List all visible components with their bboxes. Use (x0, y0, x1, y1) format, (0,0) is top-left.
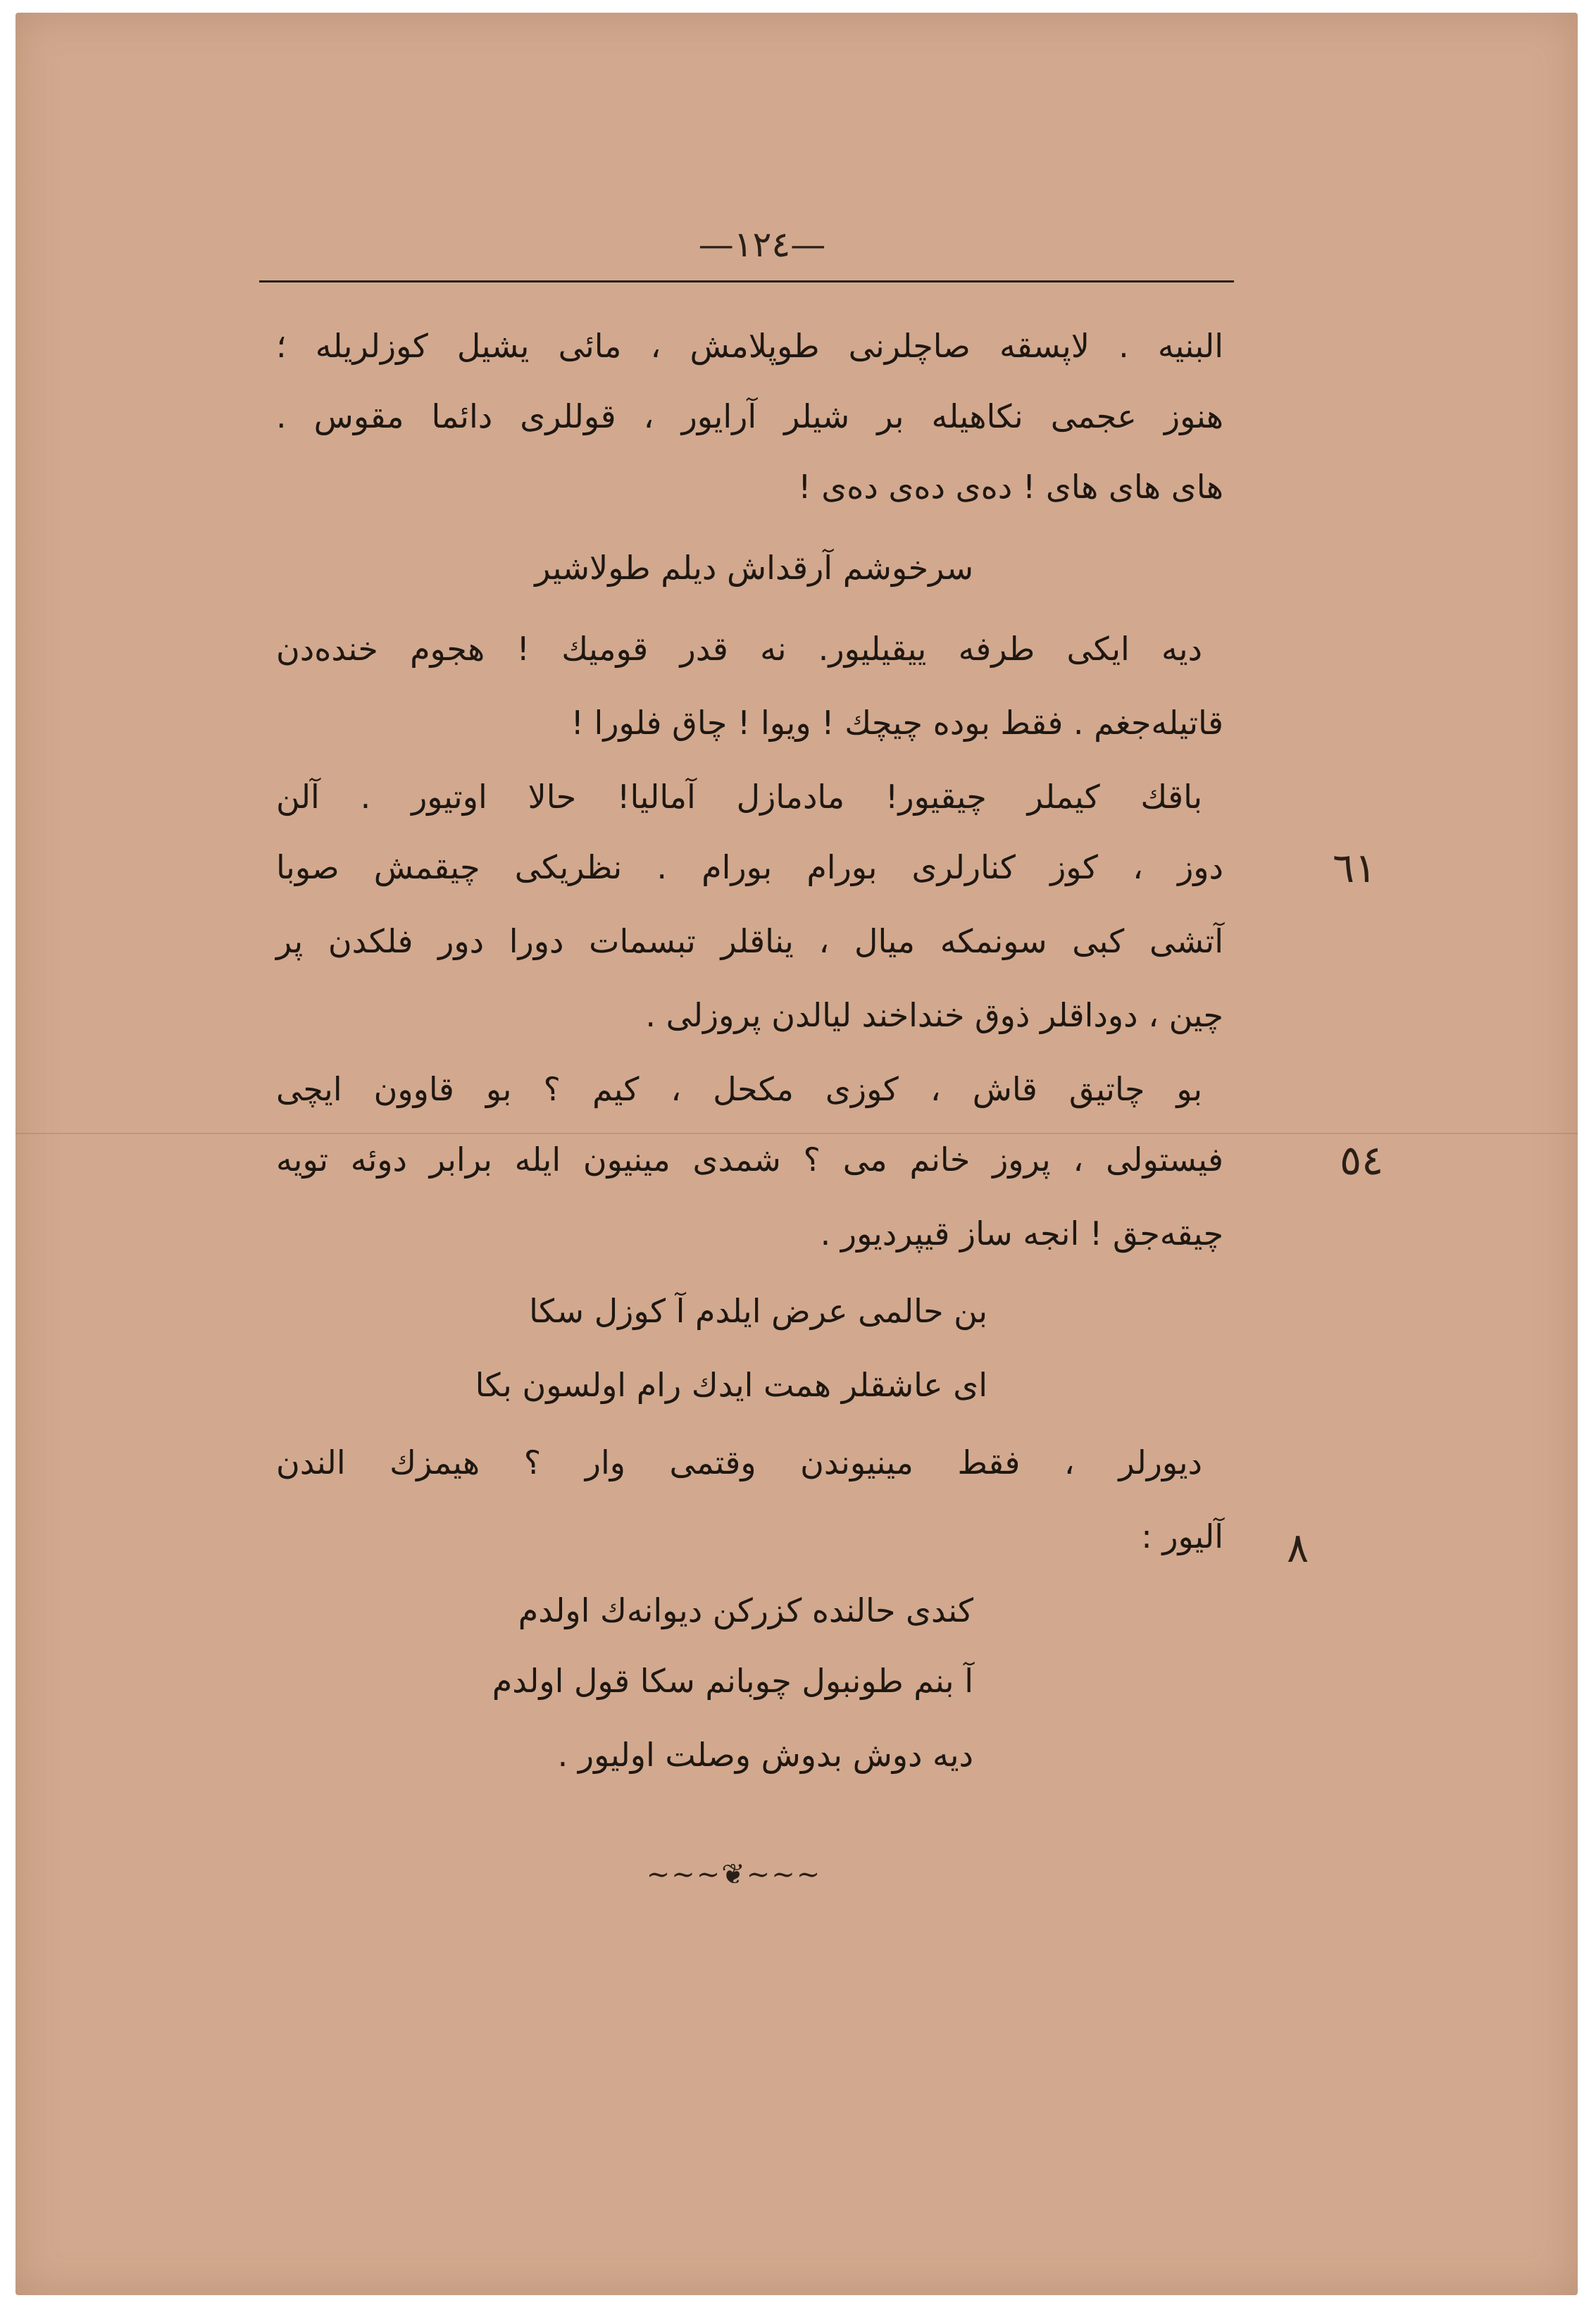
verse-line: آ بنم طونبول چوبانم سکا قول اولدم (492, 1662, 973, 1700)
text-line: فیستولی ، پروز خانم می ؟ شمدی مینیون ایله برابر دوئه تویه (276, 1141, 1223, 1179)
text-line: چیقەجق ! انجه ساز قیپردیور . (820, 1215, 1223, 1253)
text-line: باقك کیملر چیقیور! مادمازل آمالیا! حالا اوتیور . آلن (276, 778, 1202, 816)
document-page (15, 13, 1578, 2295)
text-line: بو چاتیق قاش ، کوزی مکحل ، کیم ؟ بو قاوون ایچی (276, 1070, 1202, 1108)
margin-note: ٥٤ (1340, 1136, 1384, 1184)
text-line: قاتیلەجغم . فقط بوده چیچك ! ویوا ! چاق فلورا ! (571, 704, 1223, 742)
verse-line: سرخوشم آرقداش دیلم طولاشیر (535, 549, 973, 587)
text-line: آتشی کبی سونمکه میال ، یناقلر تبسمات دورا دور فلکدن پر (276, 922, 1223, 960)
text-line: دیه ایکی طرفه ییقیلیور. نه قدر قومیك ! هجوم خندەدن (276, 630, 1202, 668)
text-line: های های های ! دەی دەی دەی ! (798, 468, 1223, 506)
verse-line: دیه دوش بدوش وصلت اولیور . (557, 1736, 973, 1774)
ornament-divider: ~~~❦~~~ (646, 1858, 822, 1891)
text-line: دیورلر ، فقط مینیوندن وقتمی وار ؟ هیمزك الندن (276, 1443, 1202, 1481)
text-line: هنوز عجمی نکاهیله بر شیلر آرایور ، قوللری دائما مقوس . (276, 397, 1223, 435)
page-number: —١٢٤— (698, 224, 826, 265)
margin-note: ٦١ (1333, 844, 1377, 892)
verse-line: بن حالمی عرض ایلدم آ کوزل سکا (529, 1292, 987, 1330)
header-rule (259, 280, 1234, 282)
text-line: دوز ، کوز کنارلری بورام بورام . نظریکی چیقمش صوبا (276, 848, 1223, 886)
verse-line: ای عاشقلر همت ایدك رام اولسون بکا (475, 1366, 987, 1404)
verse-line: کندی حالنده کزرکن دیوانەك اولدم (518, 1591, 973, 1629)
text-line: البنیه . لاپسقه صاچلرنی طوپلامش ، مائی یشیل کوزلریله ؛ (276, 327, 1223, 365)
text-line: آلیور : (1141, 1517, 1223, 1555)
text-line: چین ، دوداقلر ذوق خنداخند لیالدن پروزلی . (645, 996, 1223, 1034)
margin-note: ٨ (1287, 1524, 1309, 1572)
